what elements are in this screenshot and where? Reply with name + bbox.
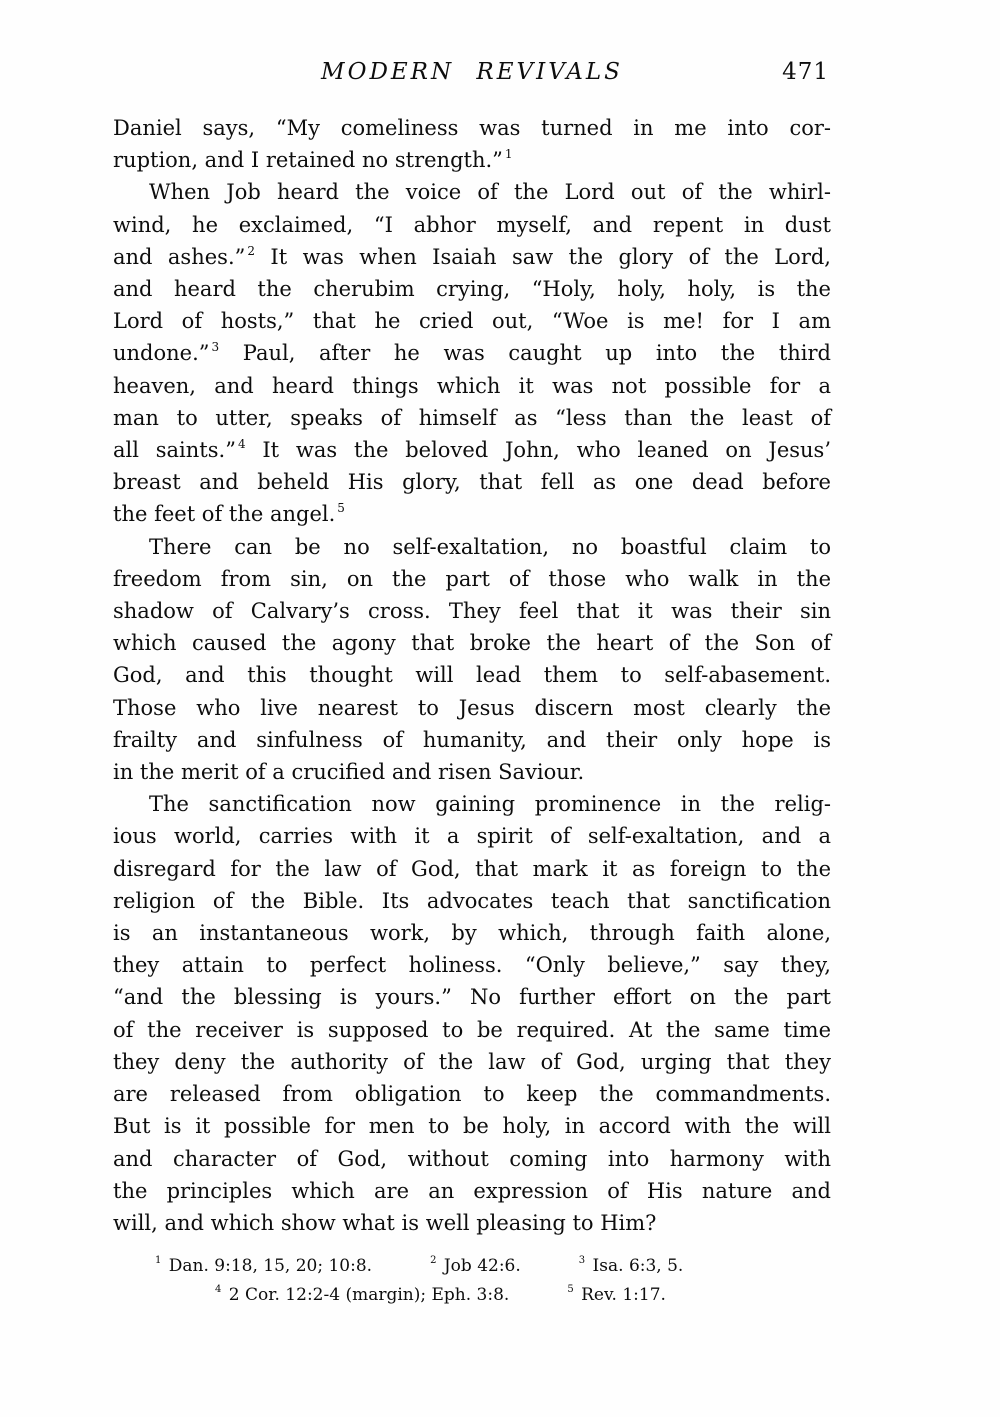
text-line: all saints.” $^4$ It was the beloved John, who leaned on Jesus’ (113, 437, 831, 463)
footnote-marker: 5 (337, 501, 345, 516)
text-line: “and the blessing is yours.” No further effort on the part (113, 985, 831, 1010)
text-line: man to utter, speaks of himself as “less than the least of (113, 405, 831, 430)
footnote-number: 4 (215, 1284, 222, 1296)
text-line: disregard for the law of God, that mark it as foreign to the (113, 856, 831, 881)
text-line: and heard the cherubim crying, “Holy, holy, holy, is the (113, 277, 831, 302)
text-line: the feet of the angel. $^5$ (113, 501, 345, 527)
footnote-entry: $^1$ Dan. 9:18, 15, 20; 10:8. (155, 1255, 373, 1277)
text-line: is an instantaneous work, by which, through faith alone, (113, 921, 831, 946)
text-line: and ashes.” $^2$ It was when Isaiah saw the glory of the Lord, (113, 243, 831, 269)
text-line: they attain to perfect holiness. “Only believe,” say they, (113, 953, 831, 978)
footnote-number: 1 (155, 1255, 162, 1267)
page-title: MODERN REVIVALS (321, 59, 623, 85)
paragraph (113, 176, 831, 530)
text-line: shadow of Calvary’s cross. They feel that it was their sin (113, 599, 831, 624)
footnote-entry: $^3$ Isa. 6:3, 5. (578, 1255, 684, 1277)
text-line: The sanctification now gaining prominence in the relig- (149, 792, 831, 817)
running-header (113, 58, 831, 90)
text-line: and character of God, without coming into harmony with (113, 1146, 831, 1171)
text-line: frailty and sinfulness of humanity, and their only hope is (113, 727, 831, 752)
paragraph (113, 112, 831, 176)
page-number: 471 (782, 59, 829, 85)
text-line: When Job heard the voice of the Lord out of the whirl- (149, 180, 831, 205)
footnote-marker: 2 (247, 243, 255, 258)
footnote-line (215, 1281, 831, 1310)
footnote-entry: $^5$ Rev. 1:17. (567, 1284, 666, 1306)
text-column (113, 58, 831, 1310)
footnote-line (155, 1252, 831, 1281)
text-line: breast and beheld His glory, that fell as one dead before (113, 470, 831, 495)
text-line: heaven, and heard things which it was not possible for a (113, 373, 831, 398)
footnote-entry: $^4$ 2 Cor. 12:2-4 (margin); Eph. 3:8. (215, 1284, 510, 1306)
footnote-number: 5 (567, 1284, 574, 1296)
text-line: of the receiver is supposed to be required. At the same time (113, 1017, 831, 1042)
text-line: which caused the agony that broke the heart of the Son of (113, 631, 831, 656)
text-line: Daniel says, “My comeliness was turned in me into cor- (113, 116, 831, 140)
paragraph (113, 788, 831, 1239)
text-line: the principles which are an expression of His nature and (113, 1178, 831, 1203)
footnote-number: 3 (578, 1255, 586, 1267)
text-line: will, and which show what is well pleasing to Him? (113, 1210, 657, 1235)
text-line: religion of the Bible. Its advocates teach that sanctification (113, 888, 831, 913)
footnotes (113, 1252, 831, 1310)
text-line: wind, he exclaimed, “I abhor myself, and repent in dust (113, 212, 831, 237)
paragraph (113, 531, 831, 789)
text-line: freedom from sin, on the part of those who walk in the (113, 566, 831, 591)
footnote-marker: 3 (211, 340, 220, 355)
text-line: Lord of hosts,” that he cried out, “Woe is me! for I am (113, 309, 831, 334)
text-line: undone.” $^3$ Paul, after he was caught up into the third (113, 340, 831, 366)
text-line: Those who live nearest to Jesus discern most clearly the (113, 695, 831, 720)
footnote-entry: $^2$ Job 42:6. (430, 1255, 521, 1277)
footnote-marker: 1 (504, 147, 513, 162)
footnote-number: 2 (430, 1255, 437, 1267)
footnote-marker: 4 (237, 437, 246, 452)
text-line: But is it possible for men to be holy, in accord with the will (113, 1114, 831, 1139)
body-text (113, 112, 831, 1239)
text-line: they deny the authority of the law of God, urging that they (113, 1049, 831, 1074)
text-line: in the merit of a crucified and risen Saviour. (113, 760, 585, 785)
text-line: God, and this thought will lead them to self-abasement. (113, 663, 831, 688)
text-line: ious world, carries with it a spirit of self-exaltation, and a (113, 824, 831, 849)
text-line: ruption, and I retained no strength.” $^1$ (113, 147, 513, 173)
text-line: are released from obligation to keep the commandments. (113, 1082, 831, 1107)
text-line: There can be no self-exaltation, no boastful claim to (149, 534, 831, 559)
